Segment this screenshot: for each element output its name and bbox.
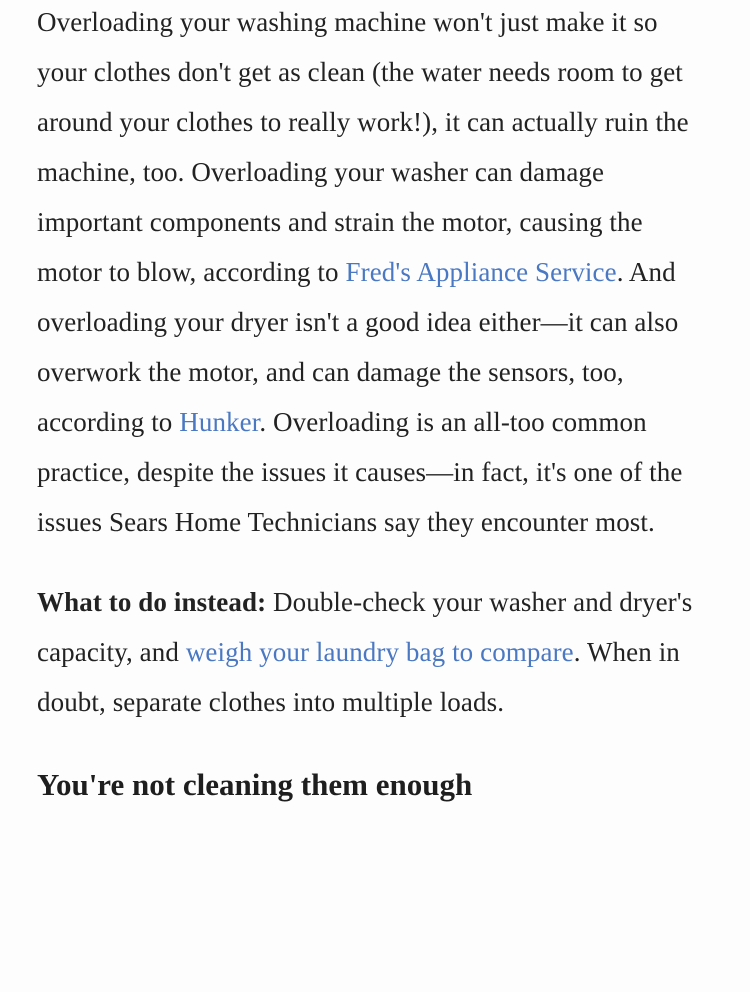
paragraph-text: . Overloading is an all-too common practice, despite the issues it causes—in fact, it's one of the issues Sears Home Technicians say they encounter most. <box>37 407 683 537</box>
paragraph-text: Overloading your washing machine won't just make it so your clothes don't get as clean (the water needs room to get around your clothes to really work!), it can actually ruin the machine, too. Overloading your washer can damage important components and strain the motor, causing the motor to blow, according to <box>37 7 689 287</box>
bold-lead: What to do instead: <box>37 587 267 617</box>
link-freds-appliance-service[interactable]: Fred's Appliance Service <box>345 257 617 287</box>
paragraph-text: . When in doubt, separate clothes into multiple loads. <box>37 637 680 717</box>
link-hunker[interactable]: Hunker <box>179 407 260 437</box>
link-weigh-laundry-bag[interactable]: weigh your laundry bag to compare <box>185 637 574 667</box>
paragraph-text: . And overloading your dryer isn't a good idea either—it can also overwork the motor, and can damage the sensors, too, according to <box>37 257 679 437</box>
paragraph-overloading <box>37 0 714 547</box>
paragraph-text: Double-check your washer and dryer's capacity, and <box>37 587 693 667</box>
section-heading: You're not cleaning them enough <box>37 767 473 802</box>
paragraph-what-to-do <box>37 577 714 727</box>
